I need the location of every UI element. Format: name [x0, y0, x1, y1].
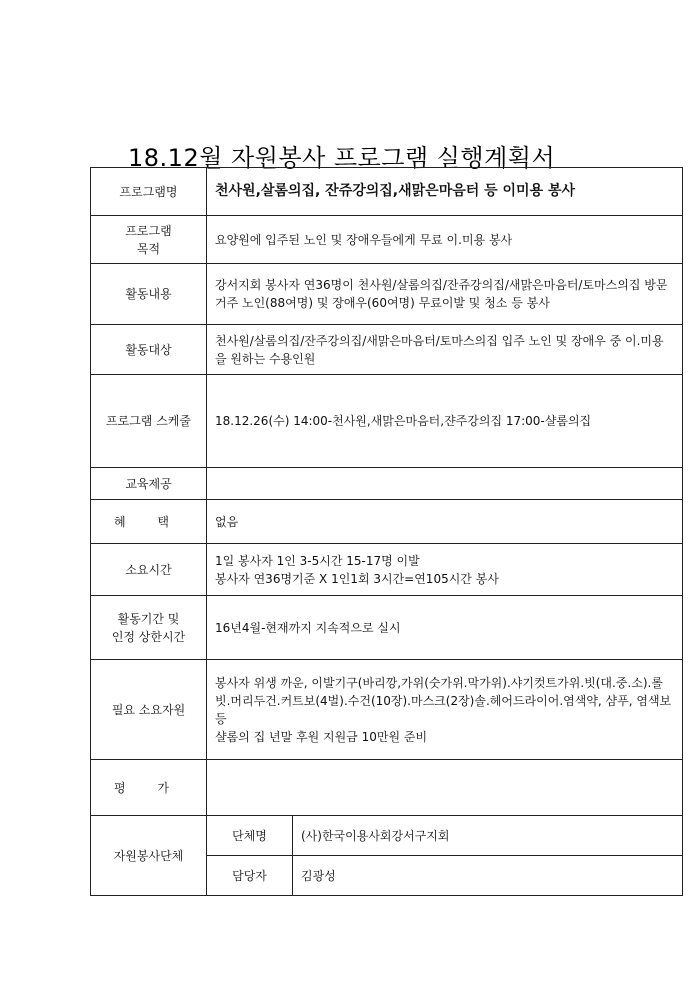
education-value — [207, 468, 683, 500]
resources-label: 필요 소요자원 — [91, 660, 207, 760]
time-required-line1: 1일 봉사자 1인 3-5시간 15-17명 이발 — [215, 553, 420, 568]
program-purpose-value: 요양원에 입주된 노인 및 장애우들에게 무료 이.미용 봉사 — [207, 216, 683, 264]
plan-table — [90, 167, 683, 896]
evaluation-value — [207, 760, 683, 816]
manager-value: 김광성 — [293, 856, 683, 896]
volunteer-group-label: 자원봉사단체 — [91, 816, 207, 896]
time-required-line2: 봉사자 연36명기준 X 1인1회 3시간=연105시간 봉사 — [215, 571, 499, 586]
row-program-purpose — [91, 216, 683, 264]
row-activity-period — [91, 596, 683, 660]
program-purpose-label — [91, 216, 207, 264]
benefits-label: 혜 택 — [91, 500, 207, 544]
row-activity-target — [91, 325, 683, 375]
activity-period-label-line1: 활동기간 및 — [117, 611, 180, 626]
org-name-label: 단체명 — [207, 816, 293, 856]
row-resources — [91, 660, 683, 760]
org-name-value: (사)한국이용사회강서구지회 — [293, 816, 683, 856]
resources-line2: 샬롬의 집 년말 후원 지원금 10만원 준비 — [215, 729, 428, 744]
program-schedule-value: 18.12.26(수) 14:00-천사원,새맑은마음터,쟌주강의집 17:00-샬롬의집 — [207, 375, 683, 468]
document-title: 18.12월 자원봉사 프로그램 실행계획서 — [128, 144, 556, 172]
resources-line1: 봉사자 위생 까운, 이발기구(바리깡,가위(숫가위.막가위).샤기컷트가위.빗(대.중.소).롤빗.머리두건.커트보(4벌).수건(10장).마스크(2장)솔.헤어드라이어.염색약, 샴푸, 염색보 등 — [215, 675, 672, 726]
program-purpose-label-line2: 목적 — [136, 241, 161, 256]
program-schedule-label: 프로그램 스케줄 — [91, 375, 207, 468]
activity-target-label: 활동대상 — [91, 325, 207, 375]
program-name-label: 프로그램명 — [91, 168, 207, 216]
row-program-name — [91, 168, 683, 216]
time-required-value — [207, 544, 683, 596]
row-activity-content — [91, 264, 683, 325]
time-required-label: 소요시간 — [91, 544, 207, 596]
evaluation-label: 평 가 — [91, 760, 207, 816]
row-benefits — [91, 500, 683, 544]
resources-value — [207, 660, 683, 760]
manager-label: 담당자 — [207, 856, 293, 896]
row-time-required — [91, 544, 683, 596]
program-name-value: 천사원,살롬의집, 잔쥬강의집,새맑은마음터 등 이미용 봉사 — [207, 168, 683, 216]
benefits-value: 없음 — [207, 500, 683, 544]
program-purpose-label-line1: 프로그램 — [125, 223, 172, 238]
row-volunteer-org — [91, 816, 683, 856]
education-label: 교육제공 — [91, 468, 207, 500]
row-evaluation — [91, 760, 683, 816]
row-program-schedule — [91, 375, 683, 468]
activity-period-label-line2: 인정 상한시간 — [111, 629, 186, 644]
activity-period-value: 16년4월-현재까지 지속적으로 실시 — [207, 596, 683, 660]
row-education — [91, 468, 683, 500]
activity-content-label: 활동내용 — [91, 264, 207, 325]
activity-target-value: 천사원/살롬의집/잔주강의집/새맑은마음터/토마스의집 입주 노인 및 장애우 중 이.미용을 원하는 수용인원 — [207, 325, 683, 375]
activity-content-value: 강서지회 봉사자 연36명이 천사원/살롬의집/잔쥬강의집/새맑은마음터/토마스의집 방문 거주 노인(88여명) 및 장애우(60여명) 무료이발 및 청소 등 봉사 — [207, 264, 683, 325]
activity-period-label — [91, 596, 207, 660]
